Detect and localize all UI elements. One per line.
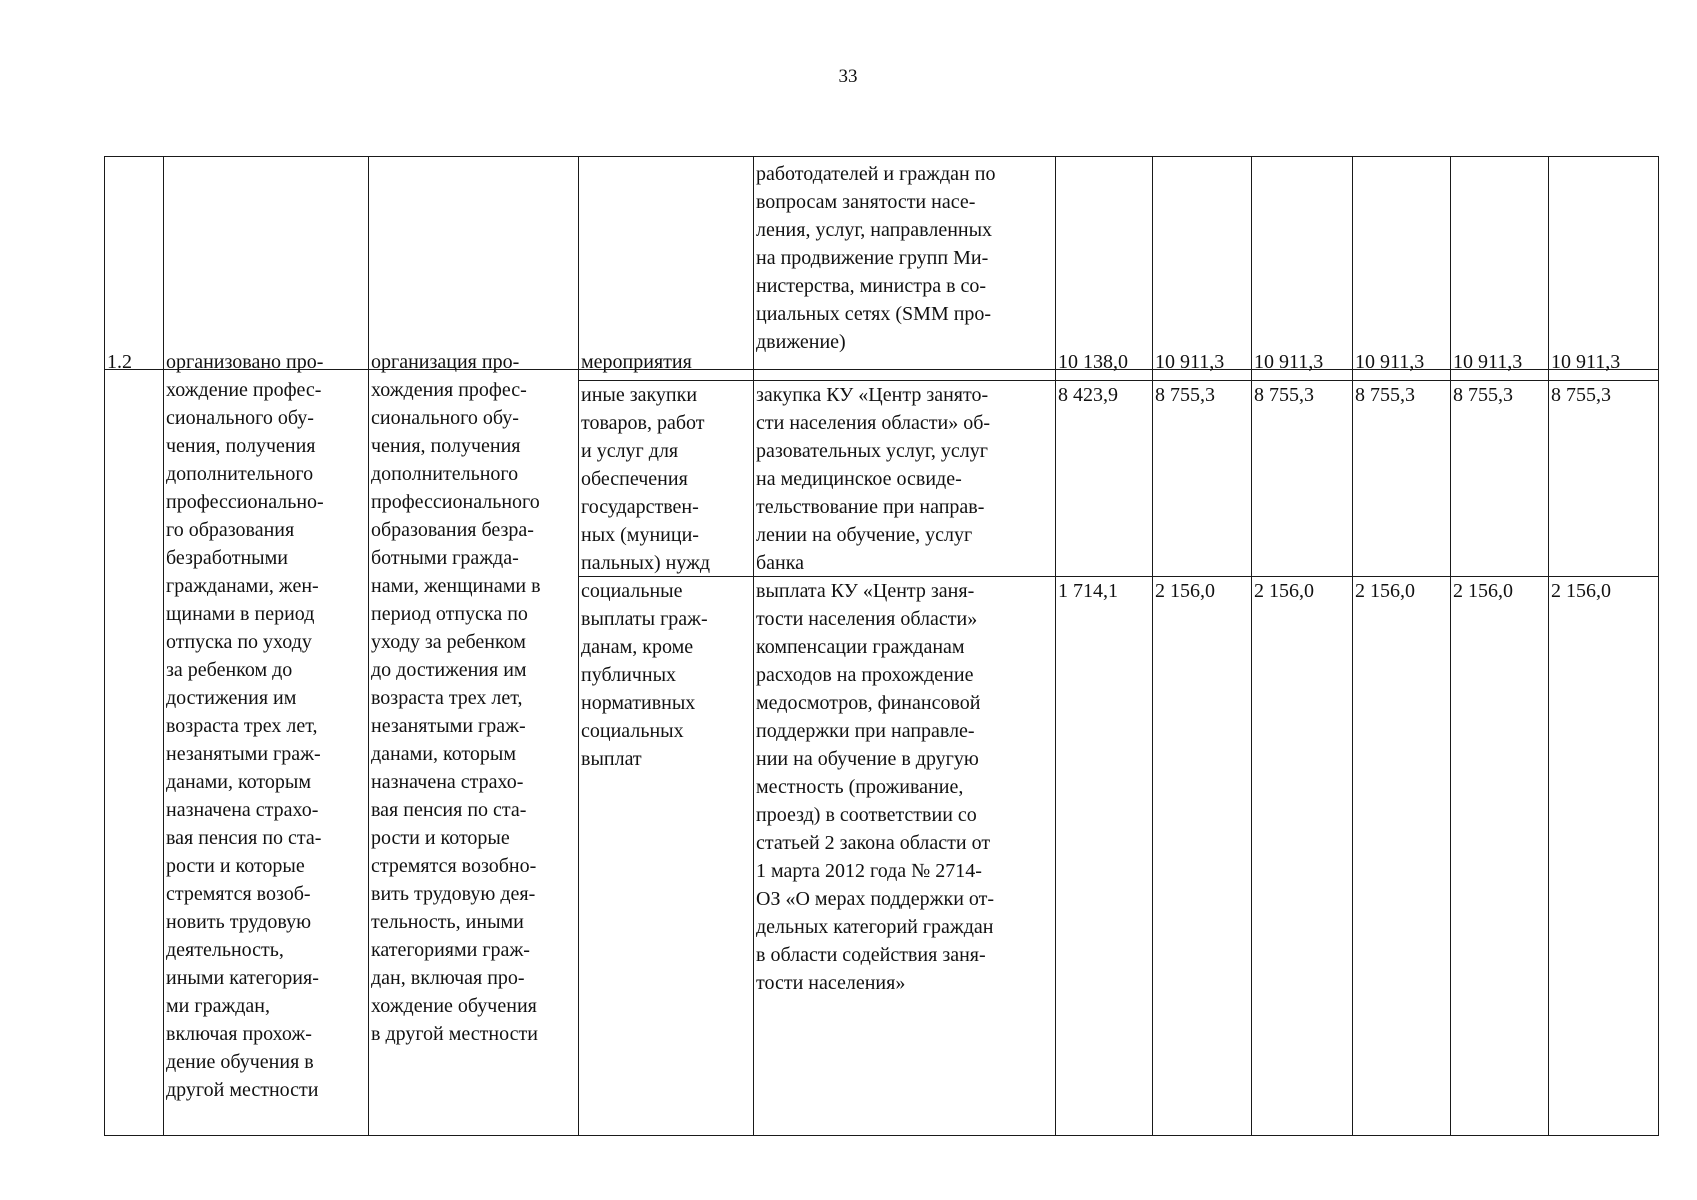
description-text: местность (проживание, bbox=[756, 776, 964, 798]
expense-type-text: иные закупки bbox=[581, 384, 698, 406]
table-col-line bbox=[1152, 156, 1153, 1135]
result-text: хождение профес- bbox=[166, 379, 322, 401]
result-text: данами, которым bbox=[166, 771, 311, 793]
description-text: циальных сетях (SMM про- bbox=[756, 303, 992, 325]
table-col-line bbox=[1055, 156, 1056, 1135]
table-col-line bbox=[1658, 156, 1659, 1135]
table-col-line bbox=[753, 156, 754, 1135]
description-text: ОЗ «О мерах поддержки от- bbox=[756, 888, 995, 910]
expense-type-text: социальных bbox=[581, 720, 684, 742]
activity-text: организация про- bbox=[371, 351, 520, 373]
result-text: рости и которые bbox=[166, 855, 305, 877]
description-text: работодателей и граждан по bbox=[756, 163, 996, 185]
activity-text: незанятыми граж- bbox=[371, 715, 526, 737]
expense-type-text: нормативных bbox=[581, 692, 696, 714]
result-text: иными категория- bbox=[166, 967, 319, 989]
result-text: назначена страхо- bbox=[166, 799, 319, 821]
result-text: возраста трех лет, bbox=[166, 715, 318, 737]
table-bottom-line bbox=[104, 1135, 1659, 1136]
result-text: сионального обу- bbox=[166, 407, 314, 429]
amount-value: 2 156,0 bbox=[1155, 580, 1215, 602]
description-text: компенсации гражданам bbox=[756, 636, 965, 658]
table-col-line bbox=[368, 156, 369, 1135]
amount-value: 1 714,1 bbox=[1058, 580, 1118, 602]
summary-value: 10 911,3 bbox=[1254, 351, 1324, 373]
table-col-line bbox=[1548, 156, 1549, 1135]
result-text: другой местности bbox=[166, 1079, 319, 1101]
summary-value: 10 138,0 bbox=[1058, 351, 1128, 373]
expense-type-text: социальные bbox=[581, 580, 683, 602]
activity-text: дополнительного bbox=[371, 463, 519, 485]
activity-text: категориями граж- bbox=[371, 939, 530, 961]
result-text: вая пенсия по ста- bbox=[166, 827, 322, 849]
activity-text: рости и которые bbox=[371, 827, 510, 849]
summary-value: 10 911,3 bbox=[1551, 351, 1621, 373]
description-text: поддержки при направле- bbox=[756, 720, 975, 742]
description-text: ления, услуг, направленных bbox=[756, 219, 993, 241]
expense-type-text: выплат bbox=[581, 748, 642, 770]
activity-text: сионального обу- bbox=[371, 407, 519, 429]
summary-value: 10 911,3 bbox=[1355, 351, 1425, 373]
description-text: движение) bbox=[756, 331, 846, 353]
description-text: на продвижение групп Ми- bbox=[756, 247, 989, 269]
description-text: расходов на прохождение bbox=[756, 664, 974, 686]
description-text: тости населения» bbox=[756, 972, 906, 994]
expense-type-text: обеспечения bbox=[581, 468, 688, 490]
amount-value: 8 423,9 bbox=[1058, 384, 1118, 406]
table-col-line bbox=[104, 156, 105, 1135]
description-text: проезд) в соответствии со bbox=[756, 804, 977, 826]
amount-value: 2 156,0 bbox=[1453, 580, 1513, 602]
page-number: 33 bbox=[838, 66, 858, 87]
activity-text: в другой местности bbox=[371, 1023, 538, 1045]
result-text: новить трудовую bbox=[166, 911, 312, 933]
expense-type-text: государствен- bbox=[581, 496, 699, 518]
activity-text: период отпуска по bbox=[371, 603, 528, 625]
activity-text: данами, которым bbox=[371, 743, 516, 765]
row-number: 1.2 bbox=[107, 351, 132, 373]
activity-text: вить трудовую дея- bbox=[371, 883, 536, 905]
description-text: вопросам занятости насе- bbox=[756, 191, 976, 213]
description-text: в области содействия заня- bbox=[756, 944, 986, 966]
result-text: дополнительного bbox=[166, 463, 314, 485]
table-col-line bbox=[578, 156, 579, 1135]
activity-text: хождения профес- bbox=[371, 379, 527, 401]
result-text: щинами в период bbox=[166, 603, 315, 625]
table-col-line bbox=[1450, 156, 1451, 1135]
description-text: медосмотров, финансовой bbox=[756, 692, 981, 714]
table-col-line bbox=[163, 156, 164, 1135]
activity-text: ботными гражда- bbox=[371, 547, 519, 569]
table-top-line bbox=[104, 156, 1659, 157]
amount-value: 8 755,3 bbox=[1254, 384, 1314, 406]
expense-type-text: выплаты граж- bbox=[581, 608, 708, 630]
description-text: на медицинское освиде- bbox=[756, 468, 962, 490]
activity-text: чения, получения bbox=[371, 435, 521, 457]
description-text: выплата КУ «Центр заня- bbox=[756, 580, 975, 602]
activity-text: стремятся возобно- bbox=[371, 855, 537, 877]
activity-text: образования безра- bbox=[371, 519, 534, 541]
result-text: дение обучения в bbox=[166, 1051, 314, 1073]
summary-value: 10 911,3 bbox=[1155, 351, 1225, 373]
expense-type-text: пальных) нужд bbox=[581, 552, 711, 574]
description-text: 1 марта 2012 года № 2714- bbox=[756, 860, 982, 882]
description-text: разовательных услуг, услуг bbox=[756, 440, 988, 462]
amount-value: 8 755,3 bbox=[1355, 384, 1415, 406]
description-text: нистерства, министра в со- bbox=[756, 275, 987, 297]
result-text: профессионально- bbox=[166, 491, 324, 513]
activity-text: назначена страхо- bbox=[371, 771, 524, 793]
amount-value: 2 156,0 bbox=[1551, 580, 1611, 602]
result-text: за ребенком до bbox=[166, 659, 293, 681]
amount-value: 2 156,0 bbox=[1254, 580, 1314, 602]
expense-type-text: данам, кроме bbox=[581, 636, 694, 658]
description-text: закупка КУ «Центр занято- bbox=[756, 384, 989, 406]
result-text: включая прохож- bbox=[166, 1023, 312, 1045]
amount-value: 2 156,0 bbox=[1355, 580, 1415, 602]
amount-value: 8 755,3 bbox=[1453, 384, 1513, 406]
description-text: тельствование при направ- bbox=[756, 496, 985, 518]
expense-type-text: товаров, работ bbox=[581, 412, 705, 434]
activity-text: уходу за ребенком bbox=[371, 631, 526, 653]
result-text: деятельность, bbox=[166, 939, 284, 961]
activity-text: нами, женщинами в bbox=[371, 575, 541, 597]
table-col-line bbox=[1251, 156, 1252, 1135]
expense-type-text: ных (муници- bbox=[581, 524, 699, 546]
description-text: банка bbox=[756, 552, 805, 574]
activity-text: профессионального bbox=[371, 491, 540, 513]
result-text: организовано про- bbox=[166, 351, 324, 373]
expense-type-text: и услуг для bbox=[581, 440, 679, 462]
summary-label: мероприятия bbox=[581, 351, 692, 373]
result-text: незанятыми граж- bbox=[166, 743, 321, 765]
expense-type-text: публичных bbox=[581, 664, 676, 686]
description-text: нии на обучение в другую bbox=[756, 748, 979, 770]
description-text: тости населения области» bbox=[756, 608, 978, 630]
result-text: достижения им bbox=[166, 687, 297, 709]
result-text: го образования bbox=[166, 519, 295, 541]
result-text: чения, получения bbox=[166, 435, 316, 457]
table-col-line bbox=[1352, 156, 1353, 1135]
description-text: дельных категорий граждан bbox=[756, 916, 994, 938]
result-text: отпуска по уходу bbox=[166, 631, 312, 653]
amount-value: 8 755,3 bbox=[1551, 384, 1611, 406]
amount-value: 8 755,3 bbox=[1155, 384, 1215, 406]
result-text: ми граждан, bbox=[166, 995, 271, 1017]
summary-value: 10 911,3 bbox=[1453, 351, 1523, 373]
description-text: лении на обучение, услуг bbox=[756, 524, 973, 546]
activity-text: до достижения им bbox=[371, 659, 527, 681]
activity-text: дан, включая про- bbox=[371, 967, 525, 989]
description-text: сти населения области» об- bbox=[756, 412, 991, 434]
description-text: статьей 2 закона области от bbox=[756, 832, 991, 854]
result-text: стремятся возоб- bbox=[166, 883, 311, 905]
activity-text: хождение обучения bbox=[371, 995, 537, 1017]
activity-text: вая пенсия по ста- bbox=[371, 799, 527, 821]
result-text: безработными bbox=[166, 547, 288, 569]
activity-text: тельность, иными bbox=[371, 911, 524, 933]
result-text: гражданами, жен- bbox=[166, 575, 319, 597]
activity-text: возраста трех лет, bbox=[371, 687, 523, 709]
